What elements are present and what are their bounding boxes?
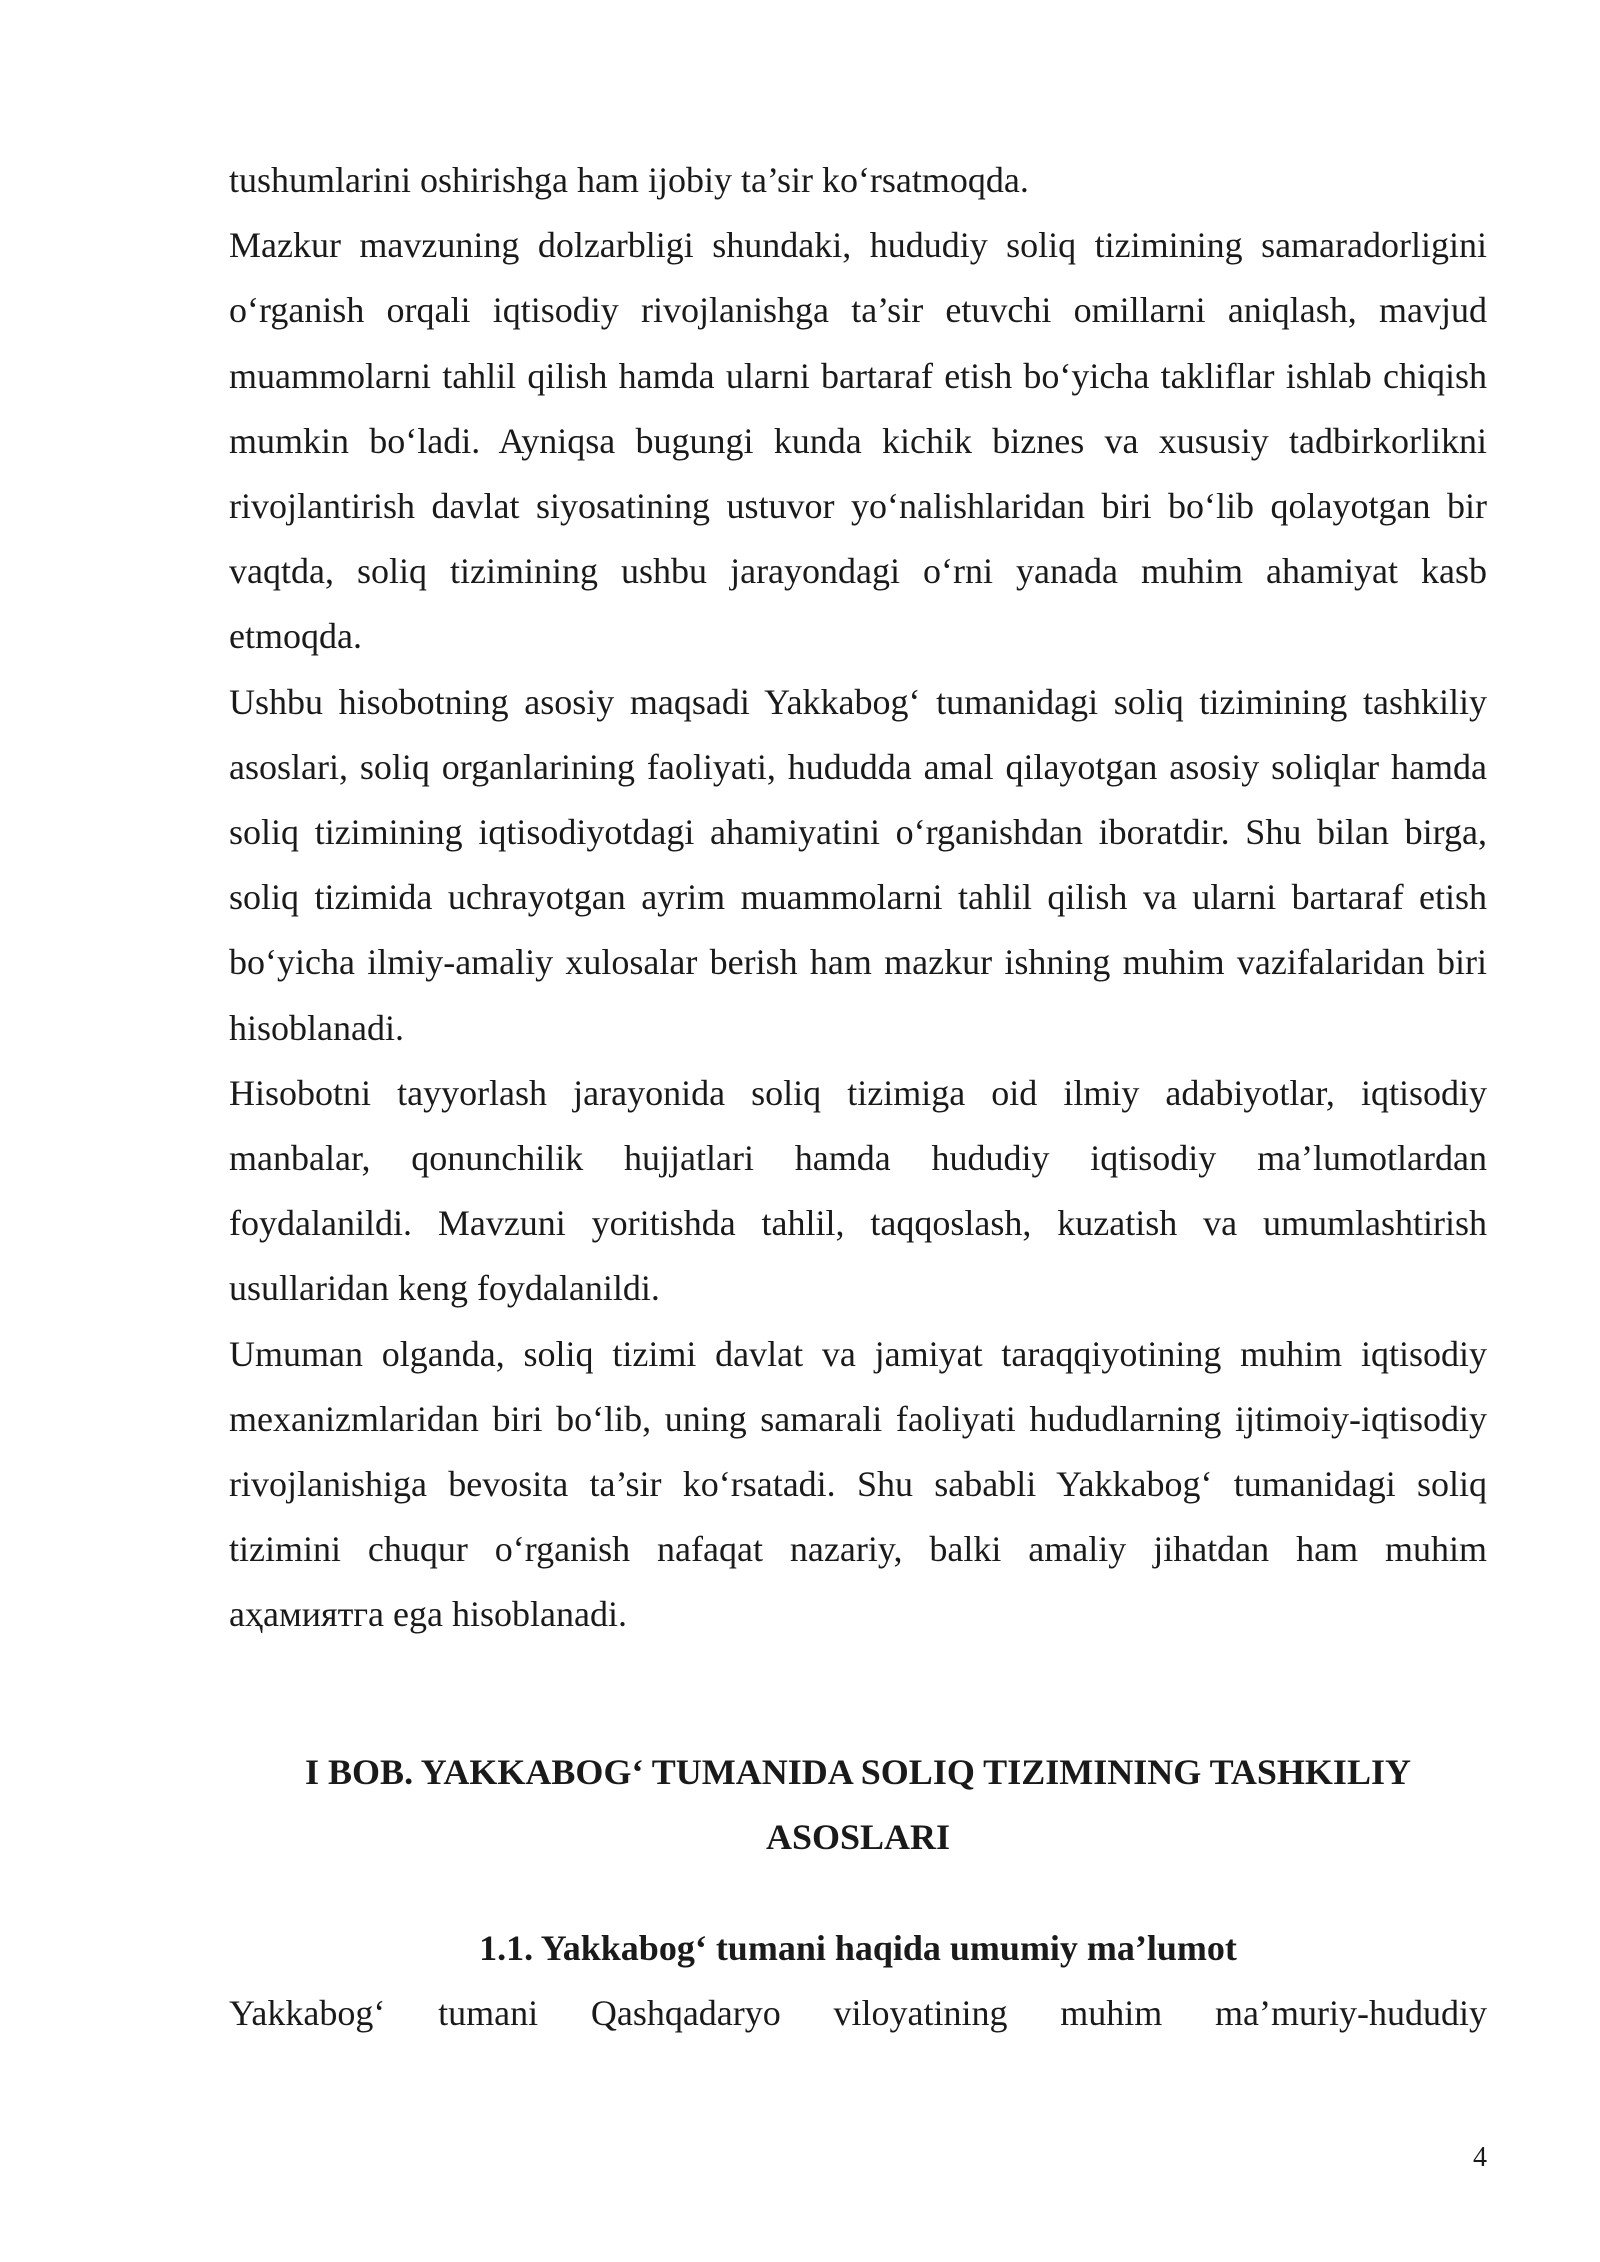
paragraph-conclusion: Umuman olganda, soliq tizimi davlat va jamiyat taraqqiyotining muhim iqtisodiy mexanizmlaridan biri bo‘lib, uning samarali faoliyati hududlarning ijtimoiy-iqtisodiy rivojlanishiga bevosita ta’sir ko‘rsatadi. Shu sababli Yakkabog‘ tumanidagi soliq tizimini chuqur o‘rganish nafaqat nazariy, balki amaliy jihatdan ham muhim аҳамиятга ega hisoblanadi.: [229, 1333, 1487, 1635]
chapter-title: I BOB. YAKKABOG‘ TUMANIDA SOLIQ TIZIMINING TASHKILIY ASOSLARI: [305, 1751, 1411, 1857]
paragraph-section-start: Yakkabog‘ tumani Qashqadaryo viloyatining muhim ma’muriy-hududiy: [229, 1992, 1487, 2033]
document-page: [229, 148, 1487, 2046]
paragraph-methods: Hisobotni tayyorlash jarayonida soliq tizimiga oid ilmiy adabiyotlar, iqtisodiy manbalar, qonunchilik hujjatlari hamda hududiy iqtisodiy ma’lumotlardan foydalanildi. Mavzuni yoritishda tahlil, taqqoslash, kuzatish va umumlashtirish usullaridan keng foydalanildi.: [229, 1072, 1487, 1309]
paragraph-continuation: tushumlarini oshirishga ham ijobiy ta’sir ko‘rsatmoqda.: [229, 160, 1029, 200]
paragraph-purpose: Ushbu hisobotning asosiy maqsadi Yakkabog‘ tumanidagi soliq tizimining tashkiliy asoslari, soliq organlarining faoliyati, hududda amal qilayotgan asosiy soliqlar hamda soliq tizimining iqtisodiyotdagi ahamiyatini o‘rganishdan iboratdir. Shu bilan birga, soliq tizimida uchrayotgan ayrim muammolarni tahlil qilish va ularni bartaraf etish bo‘yicha ilmiy-amaliy xulosalar berish ham mazkur ishning muhim vazifalaridan biri hisoblanadi.: [229, 681, 1487, 1048]
paragraph-relevance: Mazkur mavzuning dolzarbligi shundaki, hududiy soliq tizimining samaradorligini o‘rganish orqali iqtisodiy rivojlanishga ta’sir etuvchi omillarni aniqlash, mavjud muammolarni tahlil qilish hamda ularni bartaraf etish bo‘yicha takliflar ishlab chiqish mumkin bo‘ladi. Ayniqsa bugungi kunda kichik biznes va xususiy tadbirkorlikni rivojlantirish davlat siyosatining ustuvor yo‘nalishlaridan biri bo‘lib qolayotgan bir vaqtda, soliq tizimining ushbu jarayondagi o‘rni yanada muhim ahamiyat kasb etmoqda.: [229, 225, 1487, 657]
section-title: 1.1. Yakkabog‘ tumani haqida umumiy ma’lumot: [479, 1927, 1237, 1968]
page-number: 4: [1473, 2142, 1487, 2173]
